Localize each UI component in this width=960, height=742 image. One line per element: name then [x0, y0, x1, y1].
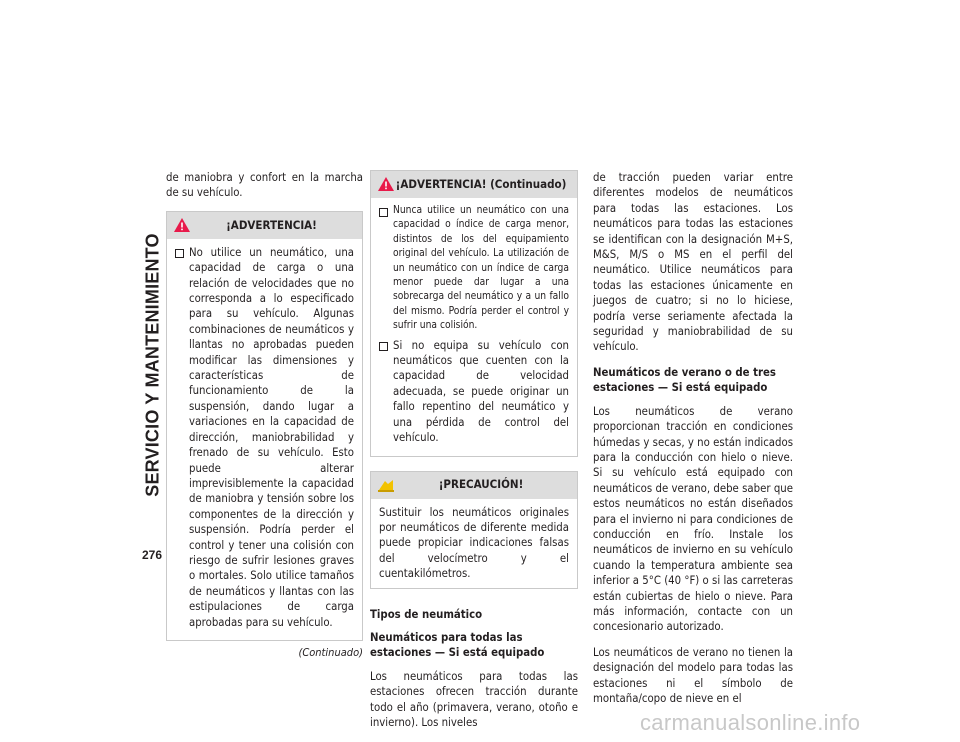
warning-body — [167, 239, 362, 640]
warning-title: ¡ADVERTENCIA! — [226, 217, 317, 232]
warning-bullet-text: Nunca utilice un neumático con una capacidad o índice de carga menor, distintos de los del equipamiento original del vehículo. La utilización de un neumático con un índice de carga menor puede dar lugar a una sobrecarga del neumático y a un fallo del mismo. Podría perder el control y sufrir una colisión. — [393, 205, 569, 332]
warning-bullet-text: Si no equipa su vehículo con neumáticos que cuenten con la capacidad de velocidad adecuada, se puede originar un fallo repentino del neumático y una pérdida de control del vehículo. — [393, 338, 569, 445]
section-side-title — [140, 172, 166, 557]
traction-paragraph: de tracción pueden variar entre diferentes modelos de neumáticos para todas las estaciones. Los neumáticos para todas las estaciones se identifican con la designación M+S, M&S, M/S o MS en el perfil del neumático. Utilice neumáticos para todas las estaciones únicamente en juegos de cuatro; si no lo hiciese, podría verse seriamente afectada la seguridad y maniobrabilidad de su vehículo. — [593, 171, 793, 354]
heading-tire-types: Tipos de neumático — [370, 607, 483, 621]
intro-paragraph: de maniobra y confort en la marcha de su vehículo. — [166, 171, 363, 200]
warning-continued-box — [370, 170, 578, 457]
column-1 — [166, 170, 363, 660]
bullet-square-icon — [379, 208, 388, 217]
warning-bullet-text: No utilice un neumático, una capacidad de carga o una relación de velocidades que no corresponda a lo especificado para su vehículo. Algunas combinaciones de neumáticos y llantas no aprobadas pueden modificar las dimensiones y características de funcionamiento de la suspensión, dando lugar a variaciones en la capacidad de dirección, maniobrabilidad y frenado de su vehículo. Esto puede alterar imprevisiblemente la capacidad de maniobra y tensión sobre los componentes de la dirección y suspensión. Podría perder el control y tener una colisión con riesgo de sufrir lesiones graves o mortales. Solo utilice tamaños de neumáticos y llantas con las estipulaciones de carga aprobadas para su vehículo. — [189, 245, 354, 629]
warning-triangle-icon — [377, 176, 395, 192]
bullet-square-icon — [175, 249, 184, 258]
summer-designation-paragraph: Los neumáticos de verano no tienen la designación del modelo para todas las estaciones ni el símbolo de montaña/copo de nieve en el — [593, 645, 793, 705]
page-number: 276 — [142, 548, 163, 562]
warning-bullet — [175, 245, 354, 630]
warning-continued-title: ¡ADVERTENCIA! (Continuado) — [395, 176, 567, 191]
bullet-square-icon — [379, 342, 388, 351]
all-season-paragraph: Los neumáticos para todas las estaciones ofrecen tracción durante todo el año (primavera, verano, otoño e invierno). Los niveles — [370, 669, 578, 729]
column-3 — [593, 170, 793, 716]
warning-bullet — [379, 338, 569, 446]
watermark-text: carmanualsonline.info — [640, 710, 861, 735]
caution-text: Sustituir los neumáticos originales por neumáticos de diferente medida puede propiciar indicaciones falsas del velocímetro y el cuentakilómetros. — [379, 505, 569, 581]
warning-continued-header — [371, 171, 577, 198]
warning-continued-body — [371, 198, 577, 456]
caution-title: ¡PRECAUCIÓN! — [438, 477, 524, 492]
continued-label: (Continuado) — [298, 645, 363, 659]
caution-box — [370, 471, 578, 589]
warning-triangle-icon — [173, 217, 191, 233]
warning-bullet — [379, 204, 569, 334]
heading-summer-tires: Neumáticos de verano o de tres estaciones — Si está equipado — [593, 365, 776, 395]
caution-header — [371, 472, 577, 499]
warning-box — [166, 211, 363, 641]
caution-icon — [377, 477, 395, 493]
caution-body — [371, 499, 577, 588]
warning-header — [167, 212, 362, 239]
summer-tires-paragraph: Los neumáticos de verano proporcionan tracción en condiciones húmedas y secas, y no están indicados para la conducción con hielo o nieve. Si su vehículo está equipado con neumáticos de verano, debe saber que estos neumáticos no están diseñados para el invierno ni para condiciones de conducción en frío. Instale los neumáticos de invierno en su vehículo cuando la temperatura ambiente sea inferior a 5°C (40 °F) o si las carreteras están cubiertas de hielo o nieve. Para más información, contacte con un concesionario autorizado. — [593, 404, 793, 634]
section-title-text: SERVICIO Y MANTENIMIENTO — [142, 232, 163, 497]
column-2 — [370, 170, 578, 740]
heading-all-season: Neumáticos para todas las estaciones — Si está equipado — [370, 630, 545, 660]
